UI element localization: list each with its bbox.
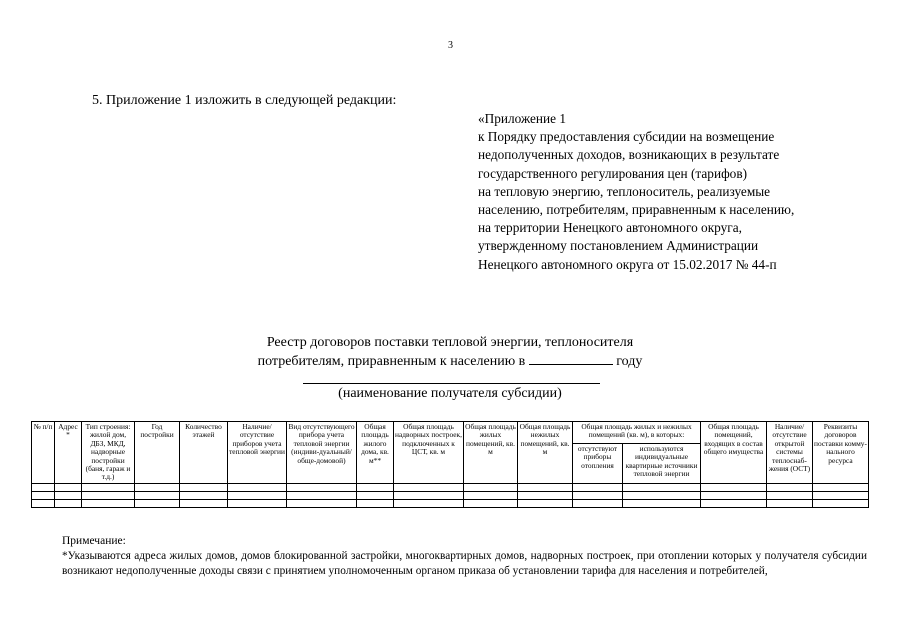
notes-heading: Примечание: bbox=[62, 535, 126, 547]
appendix-line: Ненецкого автономного округа от 15.02.2017 № 44-п bbox=[478, 256, 777, 272]
col-header-common-property: Общая площадь помещений, входящих в состав общего имущества bbox=[701, 422, 767, 484]
appendix-line: «Приложение 1 bbox=[478, 111, 566, 126]
col-header-area-group: Общая площадь жилых и нежилых помещений (кв. м), в которых: bbox=[573, 422, 701, 444]
col-subheader-no-heating: отсутствуют приборы отопления bbox=[573, 443, 623, 483]
col-header-address: Адрес * bbox=[55, 422, 82, 484]
appendix-line: государственного регулирования цен (тарифов) bbox=[478, 165, 748, 181]
page-number: 3 bbox=[448, 40, 453, 51]
col-header-area-total: Общая площадь жилого дома, кв. м** bbox=[357, 422, 394, 484]
appendix-line: на территории Ненецкого автономного округа, bbox=[478, 220, 742, 236]
col-header-year: Год постройки bbox=[135, 422, 180, 484]
appendix-line: населению, потребителям, приравненным к населению, bbox=[478, 202, 795, 218]
subtitle-pre: потребителям, приравненным к населению в bbox=[257, 354, 526, 369]
col-header-area-residential: Общая площадь жилых помещений, кв. м bbox=[464, 422, 518, 484]
col-header-area-outbuildings: Общая площадь надворных построек, подключенных к ЦСТ, кв. м bbox=[394, 422, 464, 484]
col-header-ost: Наличие/ отсутствие открытой системы теплоснаб-жения (ОСТ) bbox=[767, 422, 813, 484]
appendix-line: к Порядку предоставления субсидии на возмещение bbox=[478, 129, 775, 145]
col-header-meter-kind: Вид отсутствующего прибора учета тепловой энергии (индиви-дуальный/ обще-домовой) bbox=[287, 422, 357, 484]
notes-text: *Указываются адреса жилых домов, домов блокированной застройки, многоквартирных домов, надворных построек, при отоплении которых у получателя субсидии возникают недополученные доходы связи с принятием уполномоченным органом приказа об установлении тарифа для населения и потребителей, bbox=[62, 550, 867, 577]
appendix-line: недополученных доходов, возникающих в результате bbox=[478, 147, 780, 163]
item-5-heading: 5. Приложение 1 изложить в следующей редакции: bbox=[92, 93, 397, 108]
appendix-reference bbox=[478, 110, 794, 274]
header-row bbox=[32, 422, 869, 444]
recipient-underline bbox=[303, 383, 600, 384]
col-header-meters: Наличие/ отсутствие приборов учета тепловой энергии bbox=[228, 422, 287, 484]
col-subheader-individual-heating: используются индивидуальные квартирные источники тепловой энергии bbox=[623, 443, 701, 483]
col-header-num: № п/п bbox=[32, 422, 55, 484]
col-header-type: Тип строения: жилой дом, ДБЗ, МКД, надворные постройки (баня, гараж и т.д.) bbox=[82, 422, 135, 484]
col-header-contracts: Реквизиты договоров поставки комму-нального ресурса bbox=[813, 422, 869, 484]
recipient-caption: (наименование получателя субсидии) bbox=[338, 386, 562, 401]
appendix-line: на тепловую энергию, теплоноситель, реализуемые bbox=[478, 183, 771, 199]
year-blank bbox=[529, 352, 613, 365]
registry-subtitle bbox=[200, 352, 700, 371]
table-row bbox=[32, 491, 869, 499]
col-header-floors: Количество этажей bbox=[180, 422, 228, 484]
registry-title: Реестр договоров поставки тепловой энергии, теплоносителя bbox=[266, 335, 634, 350]
appendix-line: утвержденному постановлением Администрации bbox=[478, 238, 759, 254]
subtitle-post: году bbox=[616, 354, 643, 369]
registry-table bbox=[31, 421, 869, 508]
table-row bbox=[32, 499, 869, 507]
col-header-area-nonresidential: Общая площадь нежилых помещений, кв. м bbox=[518, 422, 573, 484]
table-row bbox=[32, 483, 869, 491]
